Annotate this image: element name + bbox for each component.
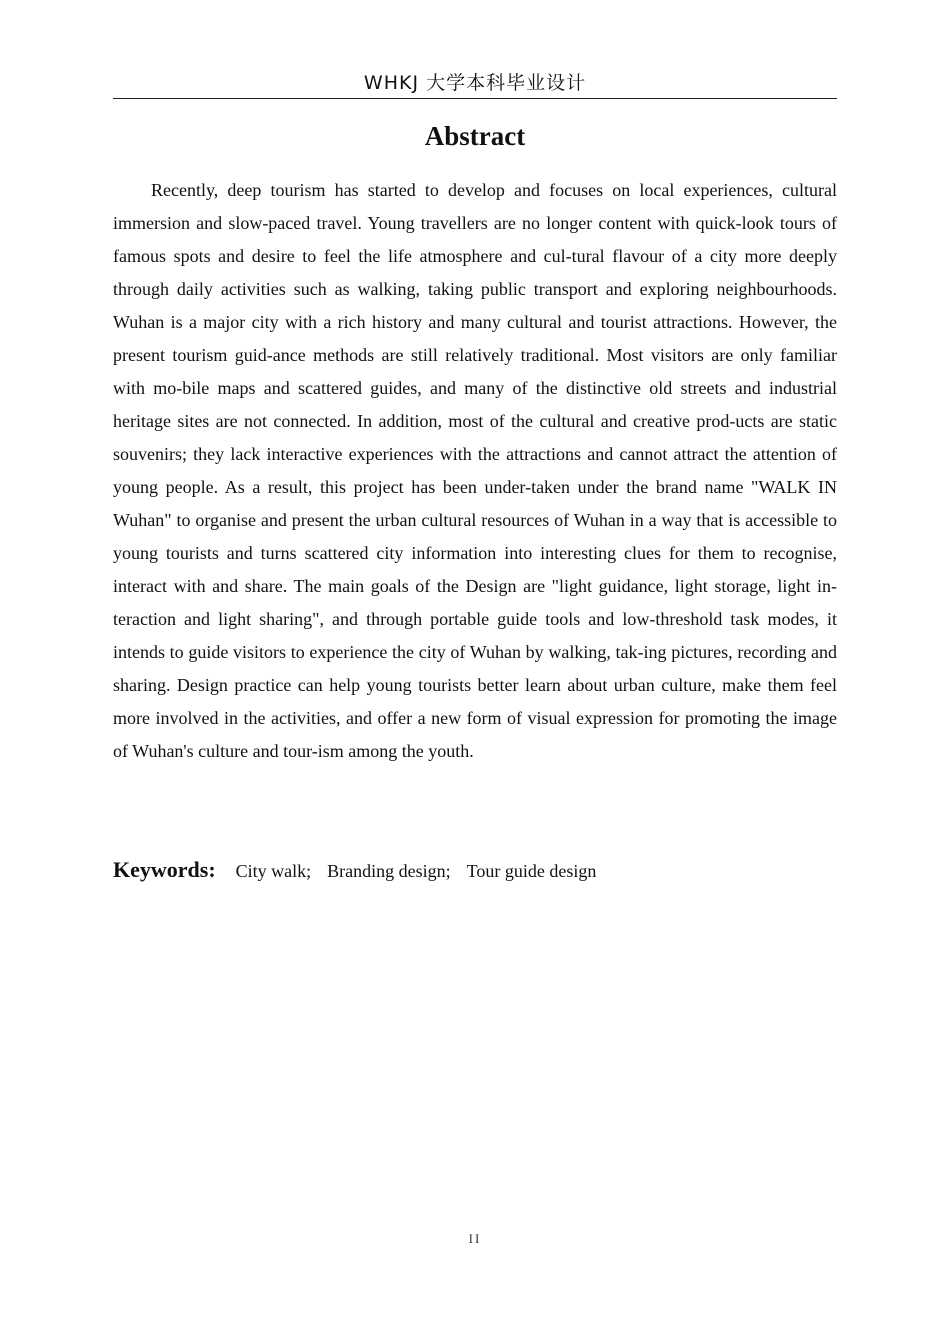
page-header: WHKJ 大学本科毕业设计: [363, 72, 587, 94]
page-number: II: [468, 1231, 482, 1246]
abstract-title: Abstract: [424, 121, 526, 151]
keyword-item: Branding design;: [327, 861, 451, 881]
header-divider: [113, 98, 837, 99]
keywords-label: Keywords:: [113, 857, 216, 882]
abstract-body: Recently, deep tourism has started to develop and focuses on local experiences, cultural immersion and slow-paced travel. Young travellers are no longer content with quick-look tours of famous spots and desire to feel the life atmosphere and cul-tural flavour of a city more deeply through daily activities such as walking, taking public transport and exploring neighbourhoods. Wuhan is a major city with a rich history and many cultural and tourist attractions. However, the present tourism guid-ance methods are still relatively traditional. Most visitors are only familiar with mo-bile maps and scattered guides, and many of the distinctive old streets and industrial heritage sites are not connected. In addition, most of the cultural and creative prod-ucts are static souvenirs; they lack interactive experiences with the attractions and cannot attract the attention of young people. As a result, this project has been under-taken under the brand name "WALK IN Wuhan" to organise and present the urban cultural resources of Wuhan in a way that is accessible to young tourists and turns scattered city information into interesting clues for them to recognise, interact with and share. The main goals of the Design are "light guidance, light storage, light in-teraction and light sharing", and through portable guide tools and low-threshold task modes, it intends to guide visitors to experience the city of Wuhan by walking, tak-ing pictures, recording and sharing. Design practice can help young tourists better learn about urban culture, make them feel more involved in the activities, and offer a new form of visual expression for promoting the image of Wuhan's culture and tour-ism among the youth.: [113, 180, 837, 761]
keywords-line: [113, 853, 837, 888]
keyword-item: City walk;: [235, 861, 312, 881]
keyword-item: Tour guide design: [466, 861, 597, 881]
